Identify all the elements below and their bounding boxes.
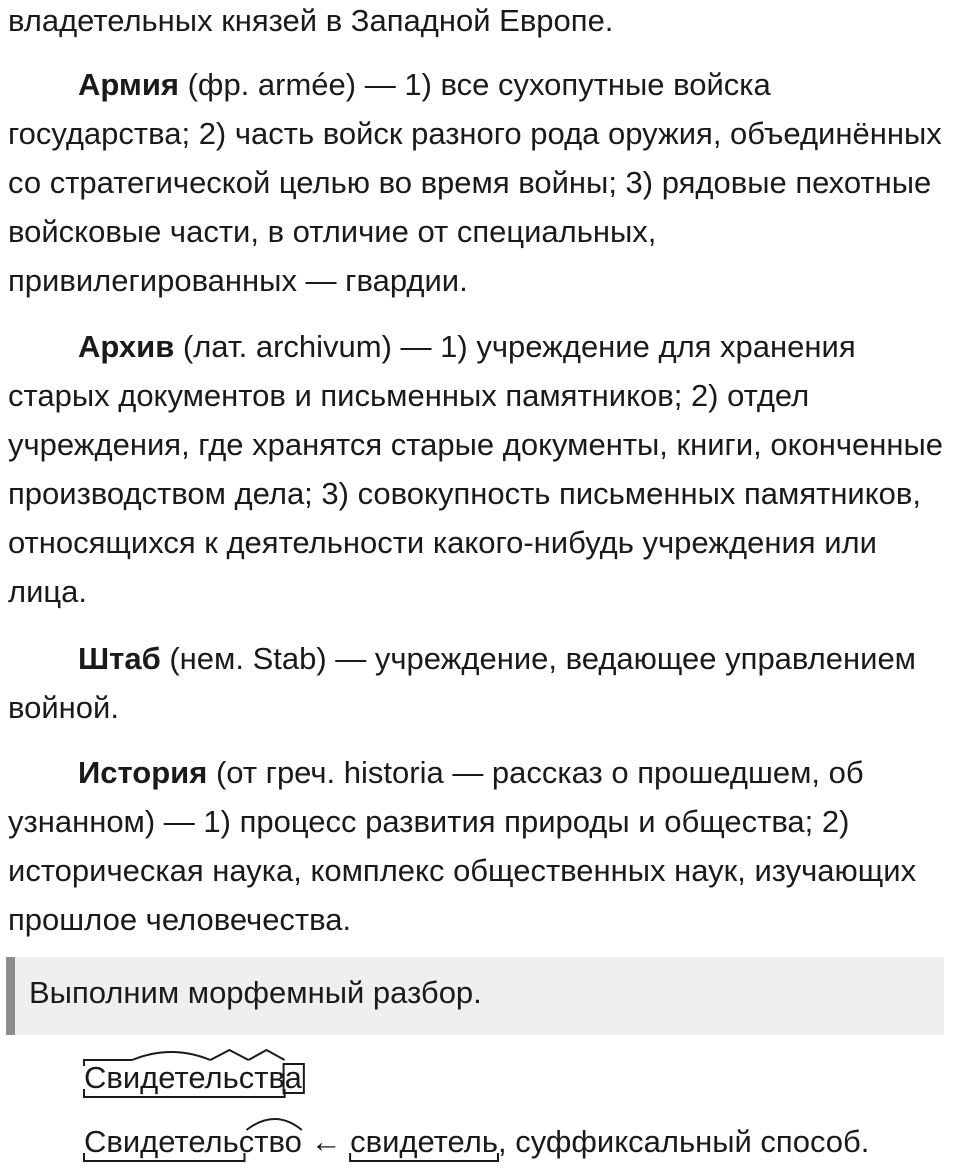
definition-staff (8, 634, 953, 732)
morpheme-analysis-line-1 (84, 1058, 302, 1098)
definition-staff-text: (нем. Stab) — учреждение, ведающее управлением войной. (8, 641, 916, 725)
source-word-tail: ь (481, 1124, 498, 1159)
definition-army-text: (фр. armée) — 1) все сухопутные войска государства; 2) часть войск разного рода оружия, объединённых со стратегической целью во время войны; 3) рядовые пехотные войсковые части, в отличие от специальных, привилегированных — гвардии. (8, 67, 942, 298)
derived-word-suffix: во (268, 1124, 302, 1159)
word-ending: а (284, 1060, 302, 1095)
definition-history-text: (от греч. historia — рассказ о прошедшем, об узнанном) — 1) процесс развития природы и общества; 2) историческая наука, комплекс общественных наук, изучающих прошлое человечества. (8, 755, 917, 937)
derived-word-stem: Свидетельст (84, 1124, 269, 1159)
paragraph-continuation (8, 0, 953, 45)
source-word-stem: свидетел (350, 1124, 482, 1159)
callout-box (6, 957, 944, 1035)
paragraph-text: владетельных князей в Западной Европе. (8, 3, 614, 38)
callout-text: Выполним морфемный разбор. (29, 975, 482, 1010)
definition-army (8, 60, 953, 305)
derivation-method: , суффиксальный способ. (498, 1124, 870, 1159)
definition-archive-text: (лат. archivum) — 1) учреждение для хранения старых документов и письменных памятников; 2) отдел учреждения, где хранятся старые документы, книги, оконченные производством дела; 3) совокупность письменных памятников, относящихся к деятельности какого-нибудь учреждения или лица. (8, 329, 944, 609)
term-staff: Штаб (78, 641, 161, 676)
morpheme-analysis-line-2 (84, 1122, 869, 1162)
term-archive: Архив (78, 329, 175, 364)
definition-history (8, 748, 953, 944)
word-stem: Свидетельств (84, 1060, 285, 1095)
definition-archive (8, 322, 953, 616)
term-army: Армия (78, 67, 179, 102)
derivation-arrow: ← (301, 1124, 351, 1159)
term-history: История (78, 755, 208, 790)
